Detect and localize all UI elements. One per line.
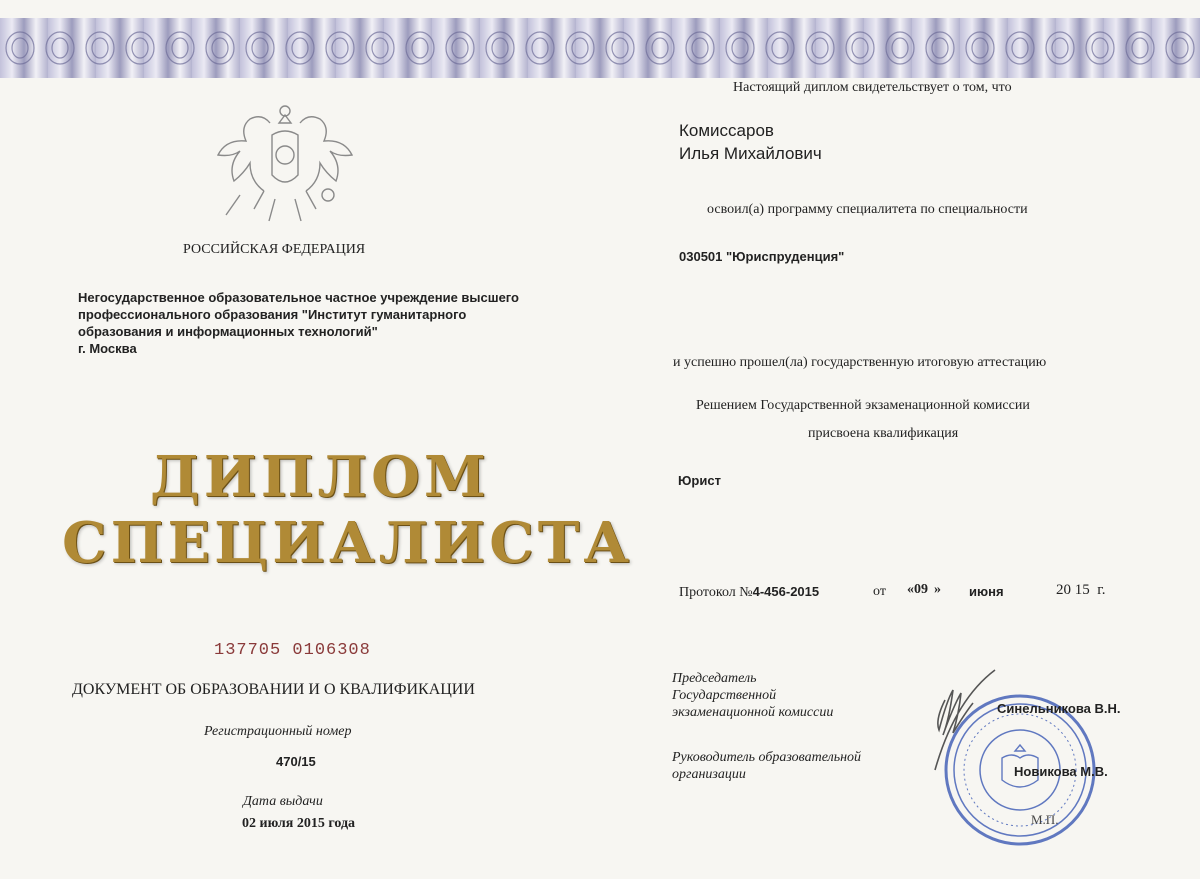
protocol-month: июня [969,584,1004,599]
diploma-title-line-1: ДИПЛОМ [150,444,490,510]
document-type: ДОКУМЕНТ ОБ ОБРАЗОВАНИИ И О КВАЛИФИКАЦИИ [72,681,475,698]
head-label-line-1: Руководитель образовательной [672,750,862,765]
institution-line-1: Негосударственное образовательное частное учреждение высшего [78,290,519,305]
institution-city: г. Москва [78,341,137,356]
chair-name: Синельникова В.Н. [997,701,1121,716]
quote-open: « [907,582,914,597]
registration-number: 470/15 [276,754,316,769]
graduate-surname: Комиссаров [679,121,774,140]
chair-label-line-2: Государственной [672,688,777,703]
head-label-line-2: организации [672,767,746,782]
protocol-from: от [873,584,886,599]
registration-label: Регистрационный номер [204,724,352,739]
federation-label: РОССИЙСКАЯ ФЕДЕРАЦИЯ [183,242,366,257]
seal-place-mark: М.П. [1031,812,1059,827]
chair-label-line-3: экзаменационной комиссии [672,705,834,720]
chair-signature [915,660,1025,780]
diploma-title-line-2: СПЕЦИАЛИСТА [62,510,634,576]
serial-number: 137705 0106308 [214,641,371,660]
protocol-row [679,584,819,601]
head-name: Новикова М.В. [1014,764,1108,779]
year-prefix: 20 [1056,582,1071,598]
protocol-number: 4-456-2015 [752,584,820,599]
institution-block [78,289,519,357]
protocol-year [1056,582,1105,599]
day-value: 09 [914,582,928,597]
protocol-day [907,582,941,598]
specialty: 030501 "Юриспруденция" [679,249,845,264]
head-label [672,749,861,783]
protocol-label: Протокол № [679,585,753,600]
issue-date-label: Дата выдачи [243,794,323,809]
year-g: г. [1097,582,1106,598]
issue-date: 02 июля 2015 года [242,816,356,831]
year-suffix: 15 [1074,582,1090,598]
commission-decision: Решением Государственной экзаменационной комиссии [696,398,1030,413]
chair-label-line-1: Председатель [672,671,757,686]
program-mastered: освоил(а) программу специалитета по специальности [707,202,1028,217]
double-headed-eagle-emblem [210,95,360,240]
attestation-passed: и успешно прошел(ла) государственную итоговую аттестацию [673,355,1047,370]
graduate-name: Илья Михайлович [679,144,822,163]
qualification-awarded: присвоена квалификация [808,426,959,441]
chair-label [672,670,833,721]
institution-line-2: профессионального образования "Институт гуманитарного [78,307,467,322]
quote-close: » [934,582,941,597]
certify-intro: Настоящий диплом свидетельствует о том, что [733,80,1012,95]
institution-line-3: образования и информационных технологий" [78,324,378,339]
rosette-pattern [0,18,1200,78]
qualification: Юрист [678,473,721,488]
